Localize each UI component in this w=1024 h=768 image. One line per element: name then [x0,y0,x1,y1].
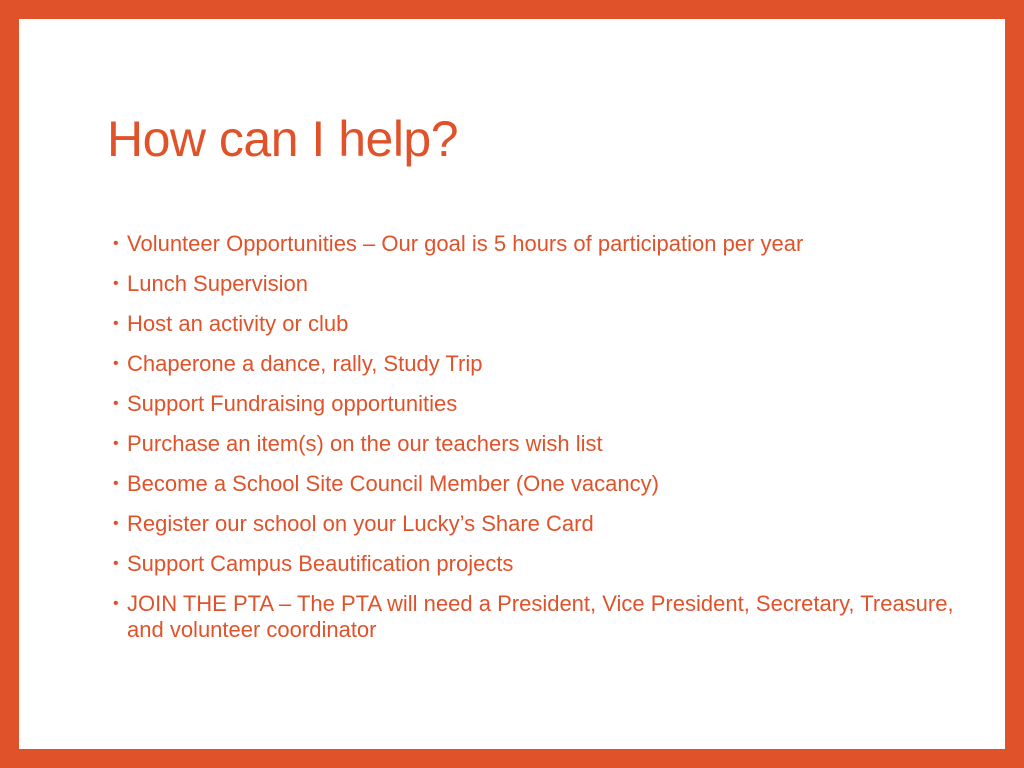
bullet-dot: • [113,595,119,612]
bullet-item [113,431,973,457]
bullet-text: Become a School Site Council Member (One vacancy) [127,471,659,496]
bullet-item [113,351,973,377]
bullet-text: Support Fundraising opportunities [127,391,458,416]
bullet-dot: • [113,515,119,532]
bullet-text: Lunch Supervision [127,271,309,296]
bullet-text: Chaperone a dance, rally, Study Trip [127,351,483,376]
bullet-list [113,231,973,657]
bullet-dot: • [113,475,119,492]
bullet-item [113,271,973,297]
bullet-dot: • [113,235,119,252]
bullet-dot: • [113,275,119,292]
bullet-text: Support Campus Beautification projects [127,551,514,576]
bullet-dot: • [113,355,119,372]
bullet-item [113,511,973,537]
bullet-text: JOIN THE PTA – The PTA will need a President, Vice President, Secretary, Treasure, and volunteer coordinator [127,591,954,642]
bullet-item [113,391,973,417]
bullet-item [113,471,973,497]
bullet-text: Register our school on your Lucky’s Share Card [127,511,594,536]
bullet-text: Host an activity or club [127,311,349,336]
bullet-dot: • [113,555,119,572]
slide-title: How can I help? [107,111,459,167]
bullet-text: Volunteer Opportunities – Our goal is 5 hours of participation per year [127,231,804,256]
bullet-dot: • [113,435,119,452]
bullet-item [113,311,973,337]
bullet-item [113,591,973,643]
bullet-dot: • [113,395,119,412]
bullet-item [113,231,973,257]
bullet-text: Purchase an item(s) on the our teachers wish list [127,431,603,456]
bullet-item [113,551,973,577]
bullet-dot: • [113,315,119,332]
